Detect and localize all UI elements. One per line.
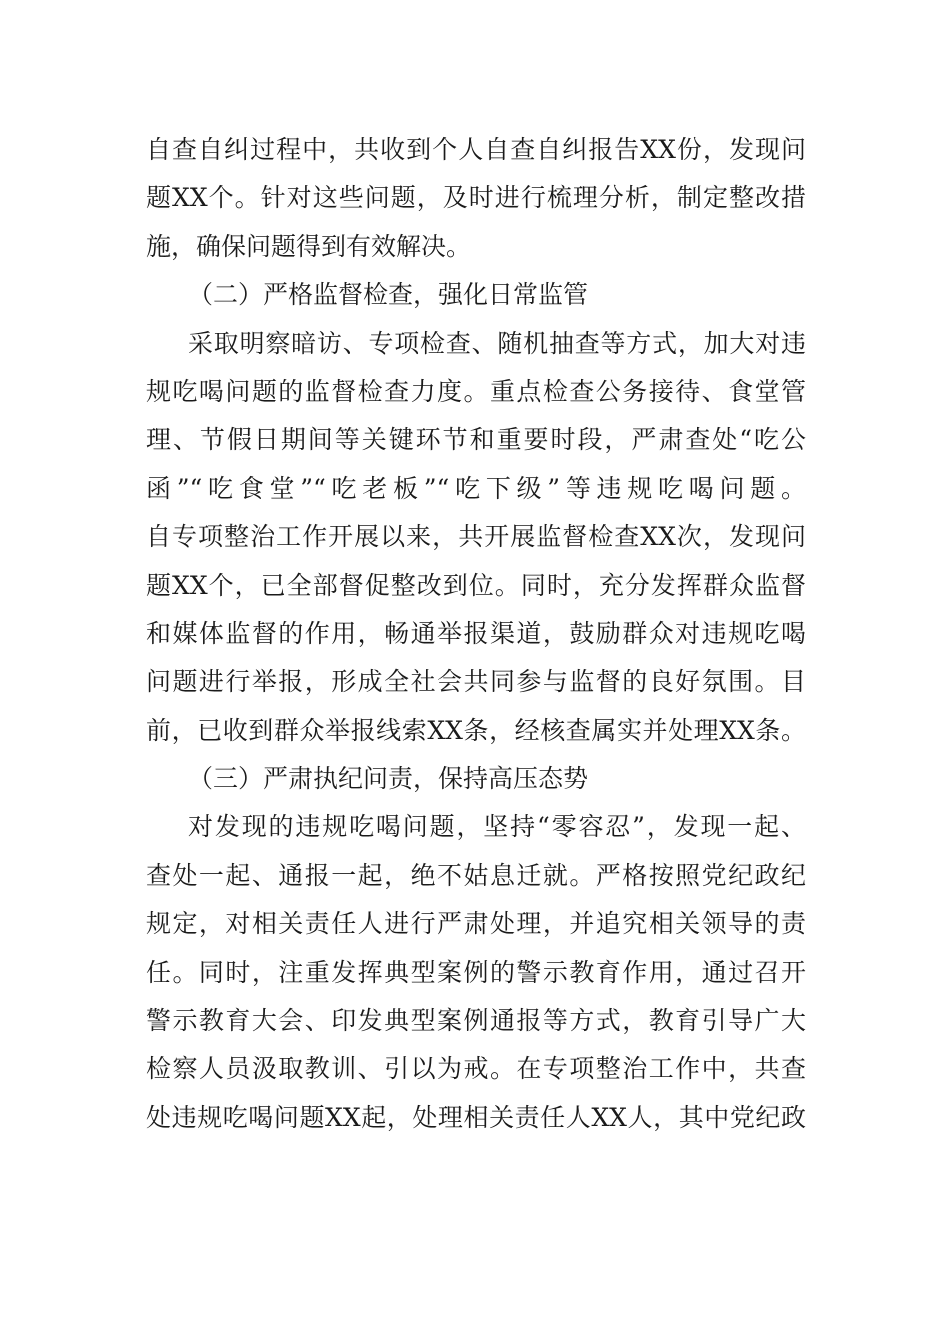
body-line-21: 处违规吃喝问题XX起，处理相关责任人XX人，其中党纪政 [146,1102,806,1132]
body-line-12: 问题进行举报，形成全社会共同参与监督的良好氛围。目 [146,667,806,697]
body-line-10: 题XX个，已全部督促整改到位。同时，充分发挥群众监督 [146,570,806,600]
body-line-1: 自查自纠过程中，共收到个人自查自纠报告XX份，发现问 [146,135,806,164]
body-line-19: 警示教育大会、印发典型案例通报等方式，教育引导广大 [146,1006,806,1036]
body-line-9: 自专项整治工作开展以来，共开展监督检查XX次，发现问 [146,522,806,552]
section-heading-2: （二）严格监督检查，强化日常监管 [188,280,589,310]
section-heading-3: （三）严肃执纪问责，保持高压态势 [188,764,589,794]
body-line-20: 检察人员汲取教训、引以为戒。在专项整治工作中，共查 [146,1054,806,1084]
body-line-13: 前，已收到群众举报线索XX条，经核查属实并处理XX条。 [146,715,806,745]
body-line-8: 函”“吃食堂”“吃老板”“吃下级”等违规吃喝问题。 [146,473,806,503]
body-line-15: 对发现的违规吃喝问题，坚持“零容忍”，发现一起、 [188,812,806,842]
body-line-18: 任。同时，注重发挥典型案例的警示教育作用，通过召开 [146,957,806,987]
body-line-6: 规吃喝问题的监督检查力度。重点检查公务接待、食堂管 [146,376,806,406]
document-body [146,126,806,1142]
body-line-11: 和媒体监督的作用，畅通举报渠道，鼓励群众对违规吃喝 [146,618,806,648]
body-line-3: 施，确保问题得到有效解决。 [146,231,472,261]
body-line-17: 规定，对相关责任人进行严肃处理，并追究相关领导的责 [146,909,806,939]
body-line-7: 理、节假日期间等关键环节和重要时段，严肃查处“吃公 [146,425,806,455]
body-line-16: 查处一起、通报一起，绝不姑息迁就。严格按照党纪政纪 [146,860,806,890]
body-line-5: 采取明察暗访、专项检查、随机抽查等方式，加大对违 [188,328,806,358]
body-line-2: 题XX个。针对这些问题，及时进行梳理分析，制定整改措 [146,183,806,213]
